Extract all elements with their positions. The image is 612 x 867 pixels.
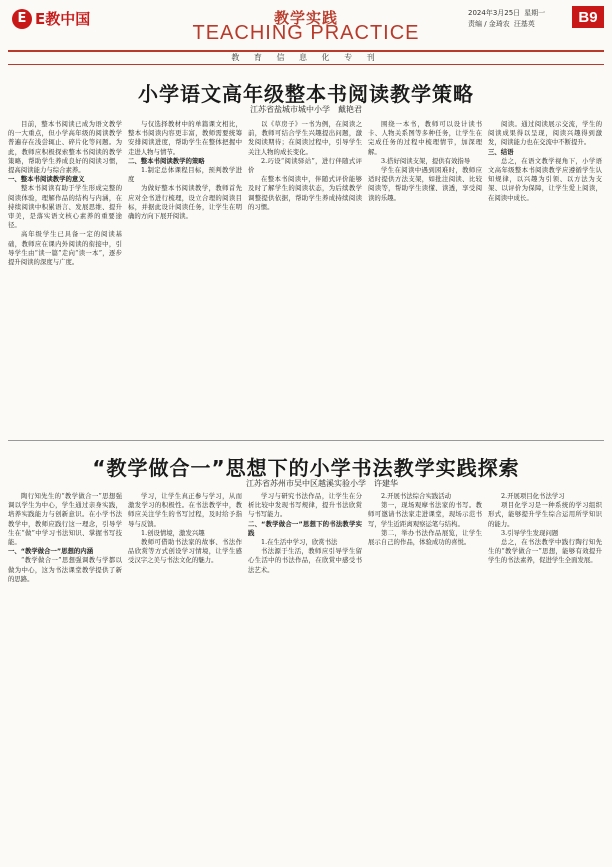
article2-title: “教学做合一”思想下的小学书法教学实践探索: [92, 456, 520, 480]
paragraph: 3.引导学生发现问题: [501, 528, 559, 537]
designer-credit: 汪基英: [513, 20, 535, 28]
paragraph: 学生在阅读中遇到困难时，教师应适时提供方法支架，如批注阅读、比较阅读等，帮助学生读懂、读透，享受阅读的乐趣。: [368, 166, 482, 202]
section-title-en: TEACHING PRACTICE: [192, 22, 420, 44]
text-column: [488, 120, 602, 435]
section-heading: 二、整本书阅读教学的策略: [128, 156, 205, 165]
section-title-cn: 教学实践: [273, 9, 338, 27]
paragraph: 第一，现场观摩书法家的书写。教师可邀请书法家走进课堂，现场示范书写，学生近距离观察运笔与结构。: [368, 501, 482, 528]
article2-author: 江苏省苏州市吴中区越溪实验小学 许建华: [246, 479, 398, 488]
text-column: [128, 120, 242, 435]
paragraph: 以《草房子》一书为例，在阅读之前，教师可结合学生兴趣提出问题，激发阅读期待；在阅读过程中，引导学生关注人物的成长变化。: [248, 120, 362, 156]
paragraph: 3.搭好阅读支架，提供有效指导: [381, 156, 471, 165]
text-column: [488, 492, 602, 860]
paragraph: 在整本书阅读中，伴随式评价能够及时了解学生的阅读状态，为后续教学调整提供依据，帮助学生养成持续阅读的习惯。: [248, 175, 362, 211]
article1-author: 江苏省盐城市城中小学 戴艳君: [250, 105, 362, 114]
text-column: [368, 492, 482, 860]
paragraph: 1.创设情境，激发兴趣: [141, 528, 205, 537]
logo-text: E教中国: [35, 10, 91, 28]
article1-title: 小学语文高年级整本书阅读教学策略: [138, 82, 474, 106]
page-number: B9: [572, 6, 604, 28]
paragraph: 学习，让学生真正参与学习，从而激发学习的积极性。在书法教学中，教师应关注学生的书写过程，及时给予指导与反馈。: [128, 492, 242, 528]
paragraph: 总之，在书法教学中践行陶行知先生的“教学做合一”思想，能够有效提升学生的书法素养，促进学生全面发展。: [488, 538, 602, 565]
paragraph: 总之，在语文教学视角下，小学语文高年级整本书阅读教学应遵循学生认知规律，以兴趣为引领、以方法为支架、以评价为保障，让学生爱上阅读，在阅读中成长。: [488, 156, 602, 202]
paragraph: 2.开展项目化书法学习: [501, 492, 565, 500]
paragraph: 项目化学习是一种系统的学习组织形式，能够提升学生综合运用所学知识的能力。: [488, 501, 602, 528]
paragraph: 学习与研究书法作品，让学生在分析比较中发现书写规律，提升书法欣赏与书写能力。: [248, 492, 362, 519]
paragraph: 阅读。通过阅读展示交流，学生的阅读成果得以呈现，阅读兴趣得到激发，阅读能力也在交流中不断提升。: [488, 120, 602, 147]
paragraph: 第二，举办书法作品展览，让学生展示自己的作品，体验成功的喜悦。: [368, 528, 482, 547]
paragraph: 与仅选择教材中的单篇课文相比，整本书阅读内容更丰富，教师需要统筹安排阅读进度，帮助学生在整体把握中走进人物与情节。: [128, 120, 242, 156]
text-column: [8, 120, 122, 435]
paragraph: 书法源于生活，教师应引导学生留心生活中的书法作品，在欣赏中感受书法艺术。: [248, 547, 362, 574]
issue-weekday: 星期一: [524, 9, 546, 17]
article-divider: [8, 440, 604, 441]
text-column: [8, 492, 122, 860]
paragraph: 高年级学生已具备一定的阅读基础，教师应在课内外阅读的衔接中，引导学生由“读一篇”走向“读一本”，逐步提升阅读的深度与广度。: [8, 230, 122, 267]
paragraph: 教师可借助书法家的故事、书法作品欣赏等方式创设学习情境，让学生感受汉字之美与书法文化的魅力。: [128, 538, 242, 565]
paragraph: 2.巧设“阅读驿站”，进行伴随式评价: [248, 156, 362, 175]
page-header: [0, 0, 612, 82]
editor-credit: 责编 / 金琦农: [468, 20, 510, 28]
paragraph: 1.在生活中学习，欣赏书法: [261, 538, 338, 547]
text-column: [368, 120, 482, 435]
paragraph: 为做好整本书阅读教学，教师首先应对全书进行梳理，设立合理的阅读目标，并据此设计阅读任务，让学生在明确的方向下展开阅读。: [128, 184, 242, 221]
issue-date: 2024年3月25日: [468, 9, 521, 17]
paragraph: 1.制定总体课程目标，预判教学进度: [128, 166, 242, 184]
text-column: [128, 492, 242, 860]
paragraph: 目前，整本书阅读已成为语文教学的一大重点，但小学高年级的阅读教学普遍存在浅尝辄止、碎片化等问题。为此，教师应积极探索整本书阅读的教学策略，帮助学生养成良好的阅读习惯，提高阅读能力与综合素养。: [8, 120, 122, 175]
text-column: [248, 120, 362, 435]
issue-meta: [468, 8, 549, 30]
special-issue-subtitle: 教 育 信 息 化 专 刊: [231, 53, 381, 62]
section-heading: 一、“教学做合一”思想的内涵: [8, 547, 94, 556]
text-column: [248, 492, 362, 860]
section-heading: 一、整本书阅读教学的意义: [8, 175, 85, 184]
paragraph: 整本书阅读有助于学生形成完整的阅读体验，理解作品的结构与内涵，在持续阅读中积累语言、发展思维、提升审美，是落实语文核心素养的重要途径。: [8, 184, 122, 230]
logo-mark-icon: E: [12, 9, 32, 29]
paragraph: 陶行知先生的“教学做合一”思想强调以学生为中心，学生通过亲身实践，培养实践能力与创新意识。在小学书法教学中，教师应践行这一理念，引导学生在“做”中学习书法知识、掌握书写技能。: [8, 492, 122, 547]
section-heading: 二、“教学做合一”思想下的书法教学实践: [248, 519, 362, 537]
paragraph: 2.开展书法综合实践活动: [381, 492, 452, 500]
section-heading: 三、结语: [488, 147, 514, 156]
paragraph: “教学做合一”思想强调教与学都以做为中心，这为书法课堂教学提供了新的思路。: [8, 556, 122, 583]
header-divider: [8, 64, 604, 65]
paragraph: 围绕一本书，教师可以设计读书卡、人物关系图等多种任务，让学生在完成任务的过程中梳理情节，加深理解。: [368, 120, 482, 156]
